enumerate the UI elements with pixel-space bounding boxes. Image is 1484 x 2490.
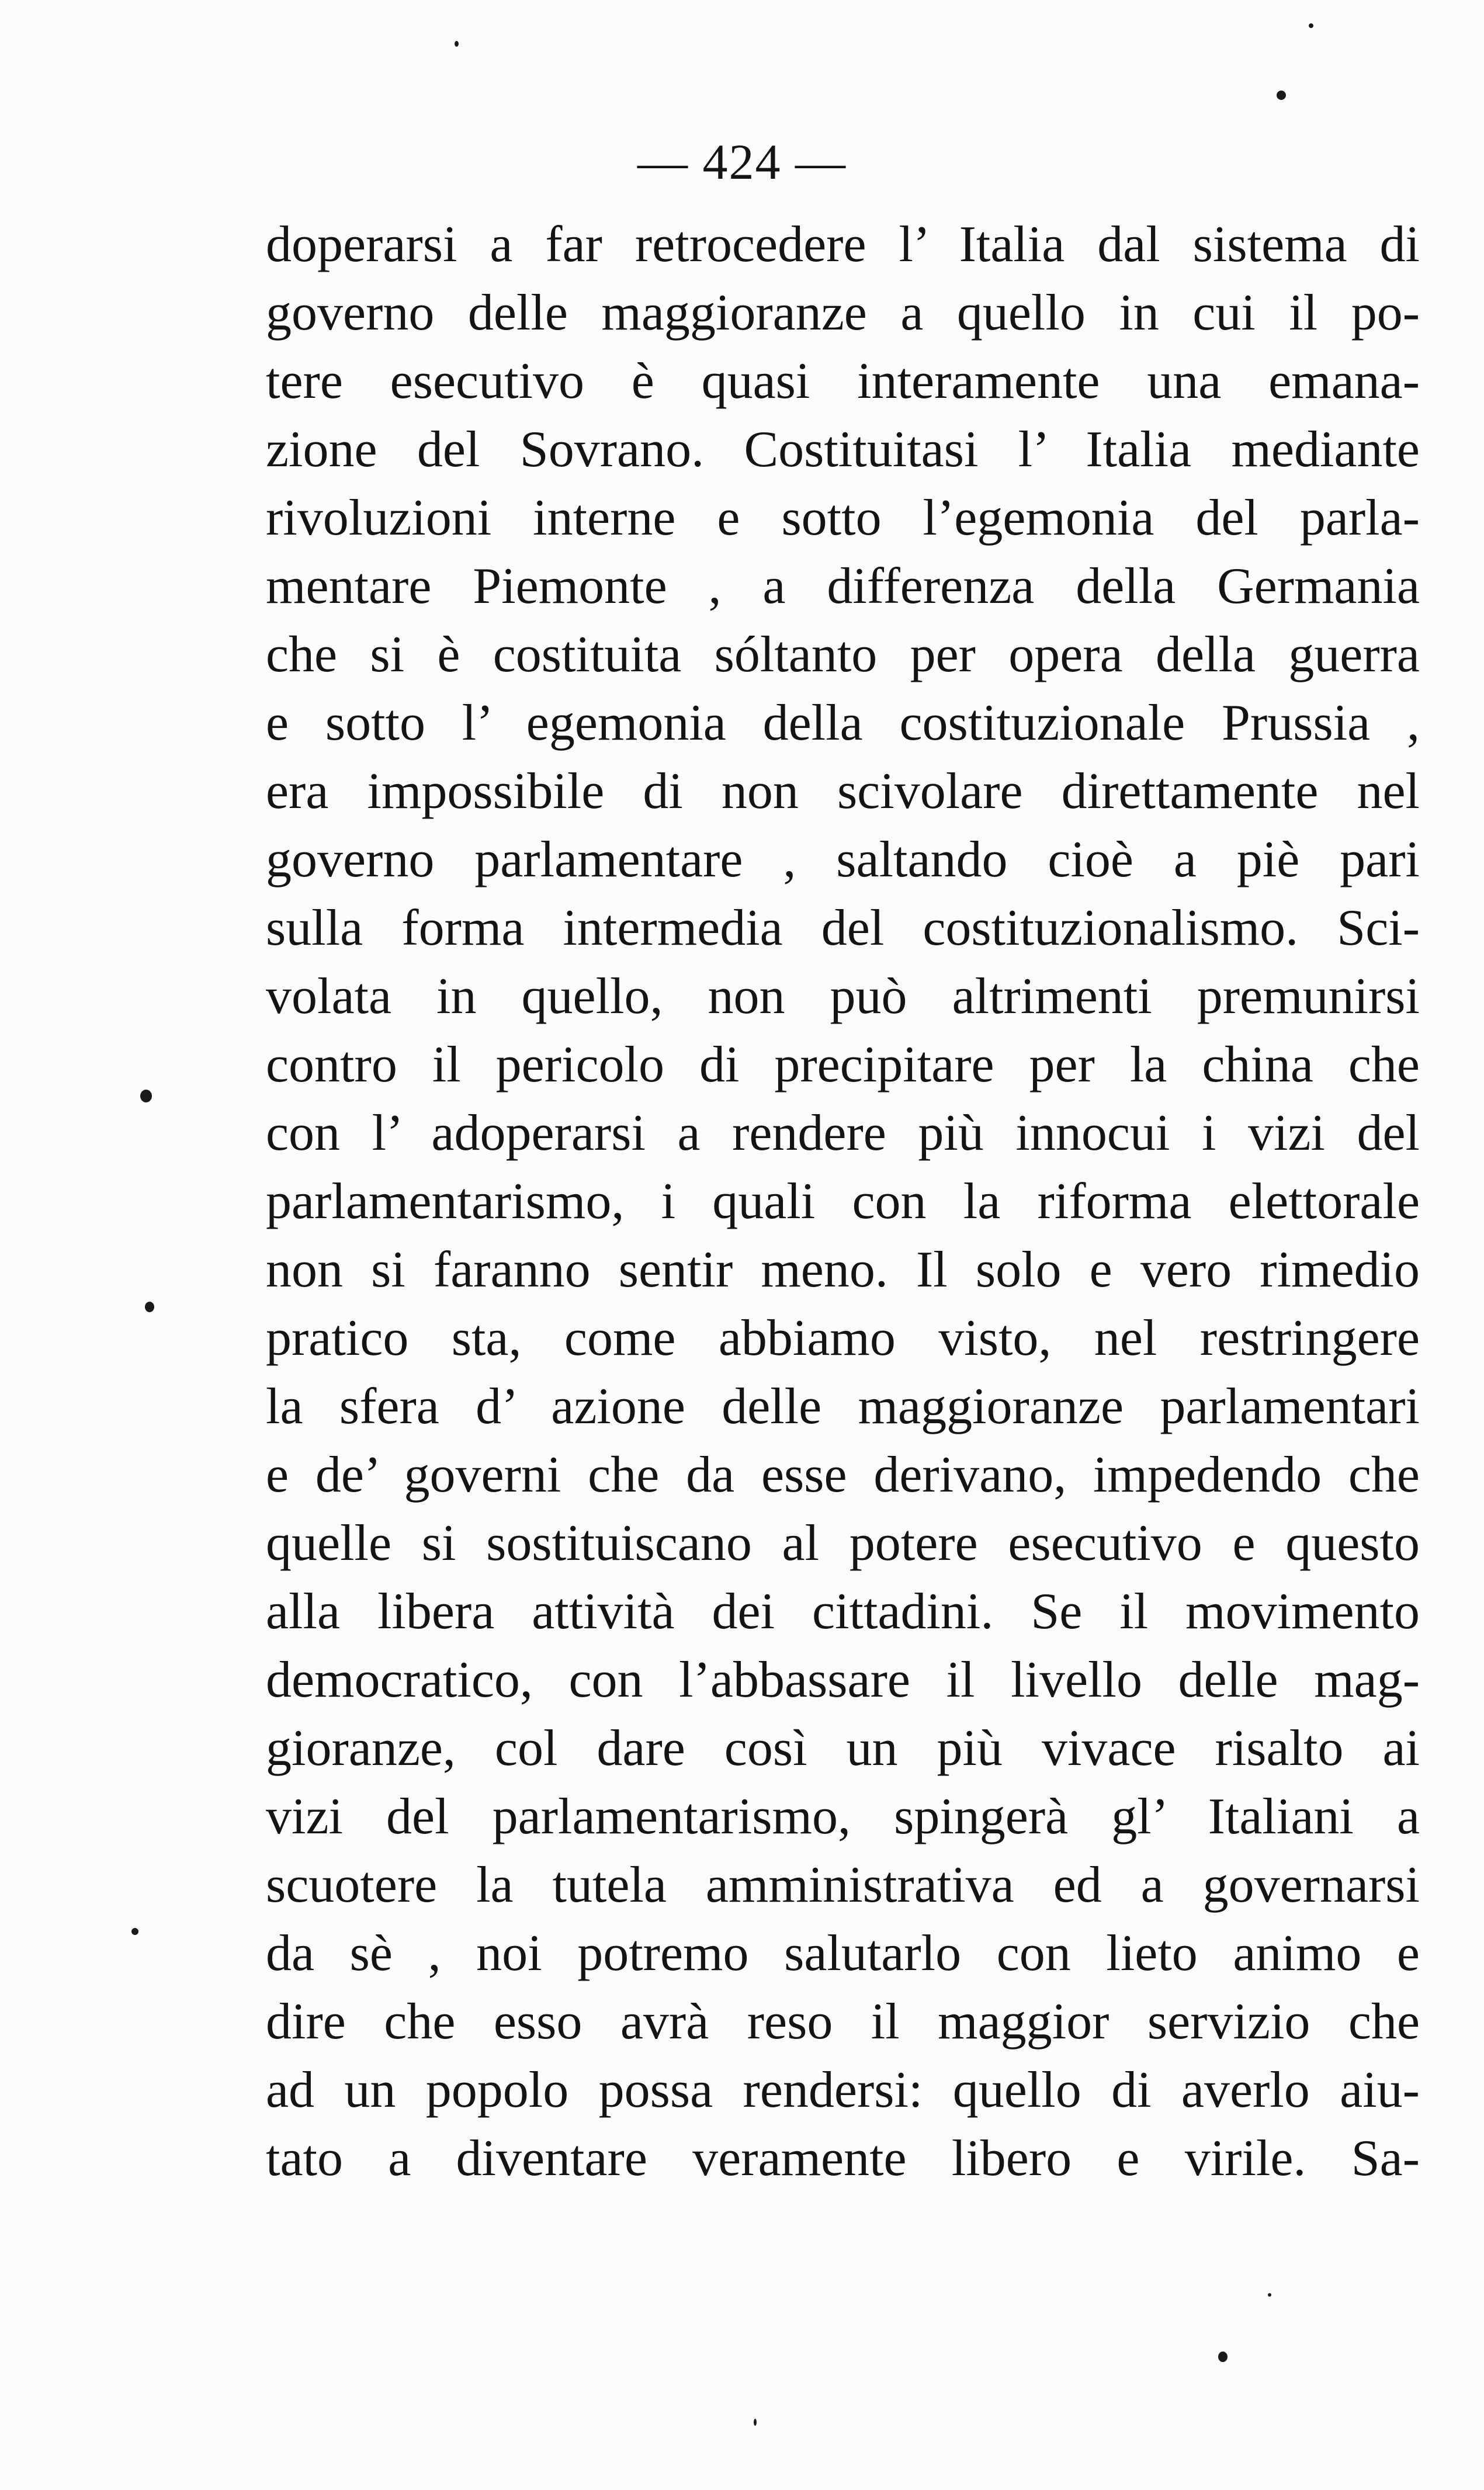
text-line: sulla forma intermedia del costituzionalismo. Sci-	[266, 900, 1420, 956]
scan-speck	[145, 1302, 154, 1312]
scan-speck	[140, 1090, 152, 1102]
text-line: ad un popolo possa rendersi: quello di averlo aiu-	[266, 2062, 1420, 2118]
text-line: era impossibile di non scivolare direttamente nel	[266, 763, 1420, 820]
text-line: tato a diventare veramente libero e virile. Sa-	[266, 2130, 1420, 2187]
text-line: e sotto l’ egemonia della costituzionale Prussia ,	[266, 695, 1420, 751]
scan-speck	[1309, 23, 1313, 28]
text-line: democratico, con l’abbassare il livello delle mag-	[266, 1652, 1420, 1708]
scan-speck	[131, 1928, 138, 1935]
text-line: zione del Sovrano. Costituitasi l’ Italia mediante	[266, 421, 1420, 478]
text-line: governo delle maggioranze a quello in cui il po-	[266, 285, 1420, 341]
text-line: rivoluzioni interne e sotto l’egemonia del parla-	[266, 490, 1420, 546]
text-line: e de’ governi che da esse derivano, impedendo che	[266, 1447, 1420, 1503]
text-line: contro il pericolo di precipitare per la china che	[266, 1036, 1420, 1093]
text-line: doperarsi a far retrocedere l’ Italia dal sistema di	[266, 216, 1420, 273]
text-line: da sè , noi potremo salutarlo con lieto animo e	[266, 1925, 1420, 1982]
page-number: — 424 —	[637, 134, 847, 190]
text-line: governo parlamentare , saltando cioè a piè pari	[266, 831, 1420, 888]
text-line: non si faranno sentir meno. Il solo e vero rimedio	[266, 1241, 1420, 1298]
text-line: vizi del parlamentarismo, spingerà gl’ Italiani a	[266, 1788, 1420, 1845]
scan-speck	[754, 2419, 757, 2426]
text-line: volata in quello, non può altrimenti premunirsi	[266, 968, 1420, 1025]
scan-speck	[1277, 91, 1286, 100]
text-line: parlamentarismo, i quali con la riforma elettorale	[266, 1173, 1420, 1230]
body-text	[266, 210, 1420, 2193]
text-line: alla libera attività dei cittadini. Se il movimento	[266, 1583, 1420, 1640]
text-line: la sfera d’ azione delle maggioranze parlamentari	[266, 1378, 1420, 1435]
text-line: scuotere la tutela amministrativa ed a governarsi	[266, 1857, 1420, 1913]
text-line: gioranze, col dare così un più vivace risalto ai	[266, 1720, 1420, 1777]
text-line: con l’ adoperarsi a rendere più innocui i vizi del	[266, 1105, 1420, 1161]
scan-speck	[1218, 2352, 1228, 2362]
text-line: che si è costituita sóltanto per opera della guerra	[266, 626, 1420, 683]
text-line: quelle si sostituiscano al potere esecutivo e questo	[266, 1515, 1420, 1572]
text-line: mentare Piemonte , a differenza della Germania	[266, 558, 1420, 615]
scan-speck	[1268, 2293, 1271, 2297]
text-line: tere esecutivo è quasi interamente una emana-	[266, 353, 1420, 410]
scan-speck	[455, 41, 459, 47]
text-line: pratico sta, come abbiamo visto, nel restringere	[266, 1310, 1420, 1367]
text-line: dire che esso avrà reso il maggior servizio che	[266, 1993, 1420, 2050]
